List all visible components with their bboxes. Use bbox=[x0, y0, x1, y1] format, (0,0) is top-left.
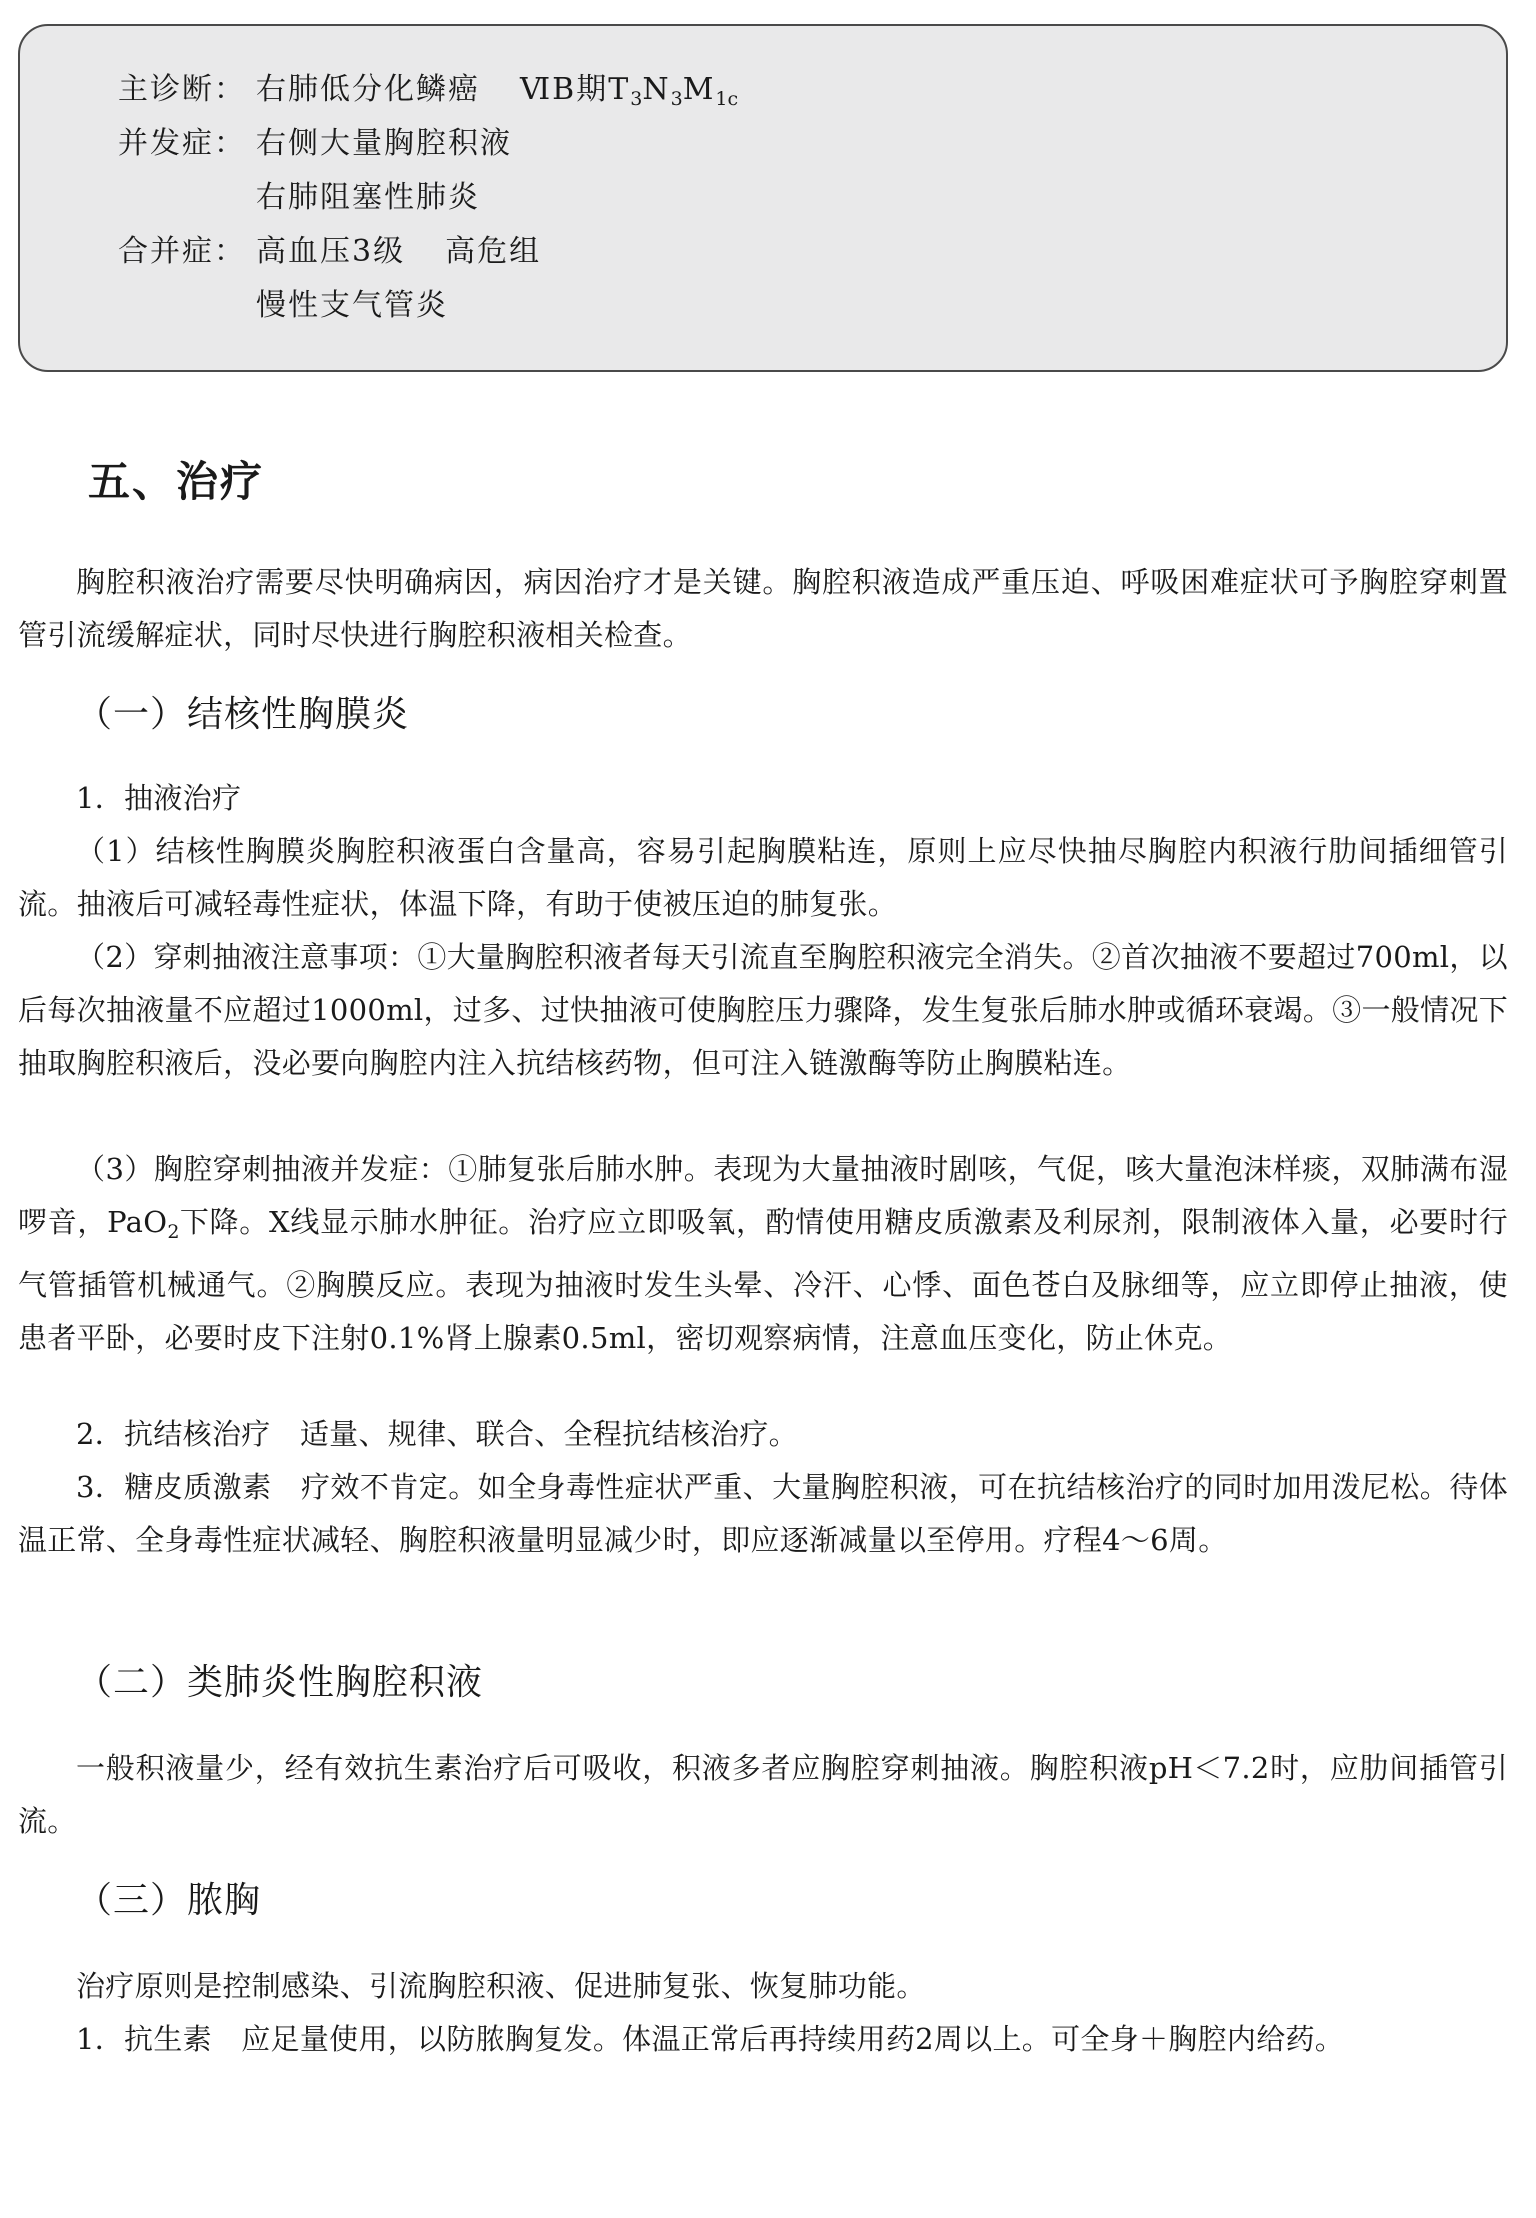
tnm-t: T bbox=[608, 72, 631, 107]
comorbidity-row-2 bbox=[118, 286, 448, 326]
paragraph-aspiration-1: （1）结核性胸膜炎胸腔积液蛋白含量高，容易引起胸膜粘连，原则上应尽快抽尽胸腔内积液行肋间插细管引流。抽液后可减轻毒性症状，体温下降，有助于使被压迫的肺复张。 bbox=[18, 834, 1508, 921]
complication-label: 并发症： bbox=[118, 126, 246, 161]
tnm-t-sub: 3 bbox=[630, 88, 643, 110]
pao2-sub: 2 bbox=[167, 1221, 180, 1243]
paragraph-parapneumonic: 一般积液量少，经有效抗生素治疗后可吸收，积液多者应胸腔穿刺抽液。胸腔积液pH＜7.2时，应肋间插管引流。 bbox=[18, 1751, 1508, 1838]
paragraph-aspiration-3-part-b: 下降。X线显示肺水肿征。治疗应立即吸氧，酌情使用糖皮质激素及利尿剂，限制液体入量，必要时行气管插管机械通气。②胸膜反应。表现为抽液时发生头晕、冷汗、心悸、面色苍白及脉细等，应立即停止抽液，使患者平卧，必要时皮下注射0.1%肾上腺素0.5ml，密切观察病情，注意血压变化，防止休克。 bbox=[18, 1205, 1508, 1355]
main-diagnosis-stage: ⅥB期 bbox=[520, 72, 609, 107]
comorbidity-1b: 高危组 bbox=[445, 234, 542, 269]
paragraph-aspiration-3 bbox=[18, 1143, 1508, 1365]
paragraph-empyema-principle: 治疗原则是控制感染、引流胸腔积液、促进肺复张、恢复肺功能。 bbox=[76, 1969, 926, 2003]
complication-2: 右肺阻塞性肺炎 bbox=[256, 180, 480, 215]
pao2-label: PaO bbox=[107, 1205, 168, 1239]
complication-row-1 bbox=[118, 124, 512, 164]
subsection-heading-2: （二）类肺炎性胸腔积液 bbox=[76, 1662, 484, 1703]
intro-paragraph: 胸腔积液治疗需要尽快明确病因，病因治疗才是关键。胸腔积液造成严重压迫、呼吸困难症状可予胸腔穿刺置管引流缓解症状，同时尽快进行胸腔积液相关检查。 bbox=[18, 565, 1508, 652]
main-diagnosis-row bbox=[118, 70, 738, 119]
paragraph-antituberculosis: 2．抗结核治疗 适量、规律、联合、全程抗结核治疗。 bbox=[76, 1417, 798, 1451]
subsection-heading-1: （一）结核性胸膜炎 bbox=[76, 694, 410, 735]
paragraph-aspiration-title: 1．抽液治疗 bbox=[76, 781, 242, 815]
comorbidity-row-1 bbox=[118, 232, 541, 272]
section-title: 五、治疗 bbox=[88, 457, 265, 506]
complication-row-2 bbox=[118, 178, 480, 218]
paragraph-aspiration-2: （2）穿刺抽液注意事项：①大量胸腔积液者每天引流直至胸腔积液完全消失。②首次抽液不要超过700ml，以后每次抽液量不应超过1000ml，过多、过快抽液可使胸腔压力骤降，发生复张后肺水肿或循环衰竭。③一般情况下抽取胸腔积液后，没必要向胸腔内注入抗结核药物，但可注入链激酶等防止胸膜粘连。 bbox=[18, 940, 1508, 1080]
complication-1: 右侧大量胸腔积液 bbox=[256, 126, 512, 161]
tnm-m-sub: 1c bbox=[715, 88, 739, 110]
comorbidity-1a: 高血压3级 bbox=[256, 234, 406, 269]
main-diagnosis-value: 右肺低分化鳞癌 bbox=[256, 72, 480, 107]
paragraph-glucocorticoid: 3．糖皮质激素 疗效不肯定。如全身毒性症状严重、大量胸腔积液，可在抗结核治疗的同时加用泼尼松。待体温正常、全身毒性症状减轻、胸腔积液量明显减少时，即应逐渐减量以至停用。疗程4～6周。 bbox=[18, 1470, 1508, 1557]
subsection-heading-3: （三）脓胸 bbox=[76, 1880, 262, 1921]
tnm-n: N bbox=[642, 72, 671, 107]
comorbidity-2: 慢性支气管炎 bbox=[256, 288, 448, 323]
main-diagnosis-label: 主诊断： bbox=[118, 72, 246, 107]
comorbidity-label: 合并症： bbox=[118, 234, 246, 269]
paragraph-aspiration-3-part-a: （3）胸腔穿刺抽液并发症：①肺复张后肺水肿。表现为大量抽液时剧咳，气促，咳大量泡沫样痰，双肺满布湿啰音， bbox=[18, 1152, 1508, 1239]
paragraph-antibiotics: 1．抗生素 应足量使用，以防脓胸复发。体温正常后再持续用药2周以上。可全身＋胸腔内给药。 bbox=[76, 2022, 1345, 2056]
tnm-n-sub: 3 bbox=[670, 88, 683, 110]
tnm-m: M bbox=[682, 72, 716, 107]
